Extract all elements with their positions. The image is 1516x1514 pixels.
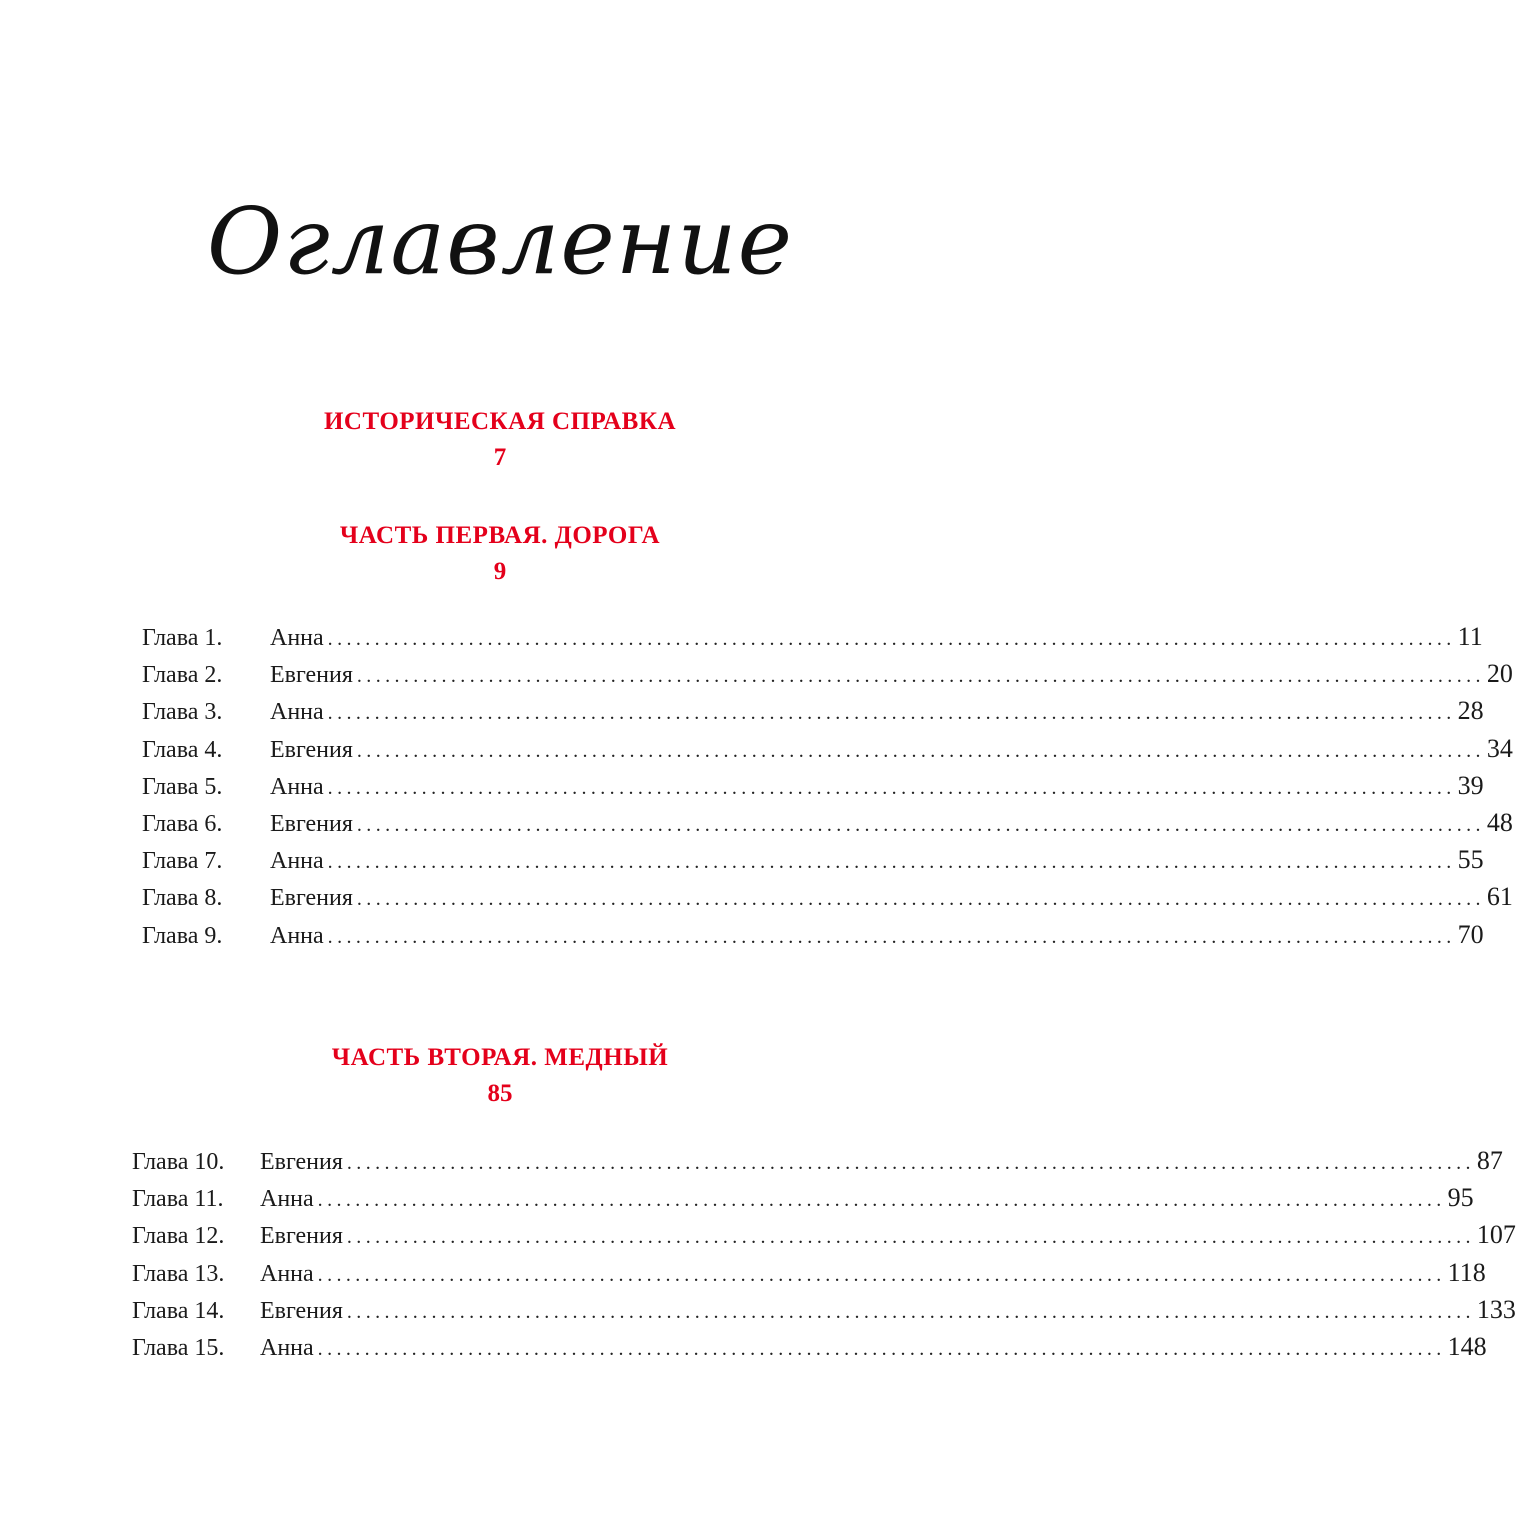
toc-entry[interactable] (132, 1257, 1486, 1295)
dot-leader: ........................................................................................................................ (317, 1337, 1446, 1360)
page-number: 48 (1486, 807, 1513, 837)
chapter-label: Глава 3. (142, 699, 223, 726)
page-number: 61 (1486, 882, 1513, 912)
chapter-title: Анна (260, 1260, 314, 1287)
chapter-label: Глава 9. (142, 922, 223, 949)
section-part-one[interactable] (0, 518, 1000, 590)
dot-leader: ........................................................................................................................ (346, 1226, 1475, 1249)
chapter-label: Глава 6. (142, 810, 223, 837)
page-number: 20 (1486, 659, 1513, 689)
page-number: 87 (1476, 1146, 1503, 1175)
toc-entry[interactable] (142, 882, 1513, 919)
page-number: 39 (1457, 770, 1484, 800)
toc-entry[interactable] (132, 1183, 1474, 1220)
toc-entry[interactable] (142, 845, 1484, 882)
section-page-number: 85 (487, 1080, 513, 1107)
dot-leader: ........................................................................................................................ (327, 776, 1456, 799)
chapter-title: Анна (270, 699, 324, 726)
toc-entry[interactable] (142, 659, 1513, 696)
chapter-label: Глава 5. (142, 773, 223, 800)
chapter-title: Евгения (260, 1223, 343, 1250)
dot-leader: ........................................................................................................................ (327, 851, 1456, 874)
chapter-title: Евгения (260, 1297, 343, 1324)
page-number: 34 (1486, 733, 1513, 763)
page-title: Оглавление (206, 188, 794, 295)
toc-part-one (142, 622, 1513, 957)
section-heading: ЧАСТЬ ПЕРВАЯ. ДОРОГА (339, 522, 661, 549)
chapter-label: Глава 15. (132, 1334, 225, 1361)
dot-leader: ........................................................................................................................ (327, 702, 1456, 725)
chapter-title: Анна (270, 625, 324, 651)
toc-entry[interactable] (142, 770, 1484, 808)
dot-leader: ........................................................................................................................ (356, 739, 1485, 762)
page-number: 28 (1457, 696, 1484, 726)
chapter-label: Глава 8. (142, 885, 223, 912)
chapter-title: Анна (270, 773, 324, 800)
toc-entry[interactable] (132, 1146, 1503, 1183)
dot-leader: ........................................................................................................................ (346, 1300, 1475, 1323)
chapter-title: Анна (270, 922, 324, 949)
chapter-title: Евгения (260, 1149, 343, 1175)
page-number: 133 (1476, 1294, 1516, 1324)
chapter-label: Глава 1. (142, 625, 223, 651)
section-heading: ЧАСТЬ ВТОРАЯ. МЕДНЫЙ (331, 1044, 669, 1071)
chapter-label: Глава 7. (142, 848, 223, 875)
chapter-title: Евгения (270, 662, 353, 689)
section-part-two[interactable] (0, 1040, 1000, 1112)
dot-leader: ........................................................................................................................ (356, 665, 1485, 688)
toc-entry[interactable] (142, 622, 1483, 659)
chapter-title: Анна (260, 1186, 314, 1213)
page-number: 118 (1447, 1257, 1486, 1287)
toc-entry[interactable] (142, 807, 1513, 845)
chapter-label: Глава 4. (142, 736, 223, 763)
toc-part-two (132, 1146, 1516, 1369)
chapter-title: Евгения (270, 810, 353, 837)
dot-leader: ........................................................................................................................ (317, 1263, 1446, 1286)
chapter-title: Анна (260, 1334, 314, 1361)
page-number: 107 (1476, 1220, 1516, 1250)
toc-entry[interactable] (142, 733, 1513, 771)
section-historical-note[interactable] (0, 404, 1000, 476)
toc-entry[interactable] (132, 1331, 1487, 1369)
section-page-number: 9 (493, 558, 507, 585)
toc-entry[interactable] (132, 1220, 1516, 1257)
page-number: 55 (1457, 845, 1484, 875)
toc-entry[interactable] (132, 1294, 1516, 1332)
chapter-label: Глава 11. (132, 1186, 224, 1213)
toc-entry[interactable] (142, 696, 1484, 733)
chapter-label: Глава 2. (142, 662, 223, 689)
chapter-label: Глава 13. (132, 1260, 225, 1287)
chapter-title: Евгения (270, 885, 353, 912)
page-number: 70 (1457, 919, 1484, 949)
section-heading: ИСТОРИЧЕСКАЯ СПРАВКА (323, 408, 677, 435)
section-page-number: 7 (493, 444, 507, 471)
page-number: 148 (1447, 1331, 1487, 1361)
dot-leader: ........................................................................................................................ (327, 925, 1456, 948)
dot-leader: ........................................................................................................................ (356, 813, 1485, 836)
toc-entry[interactable] (142, 919, 1484, 957)
page-number: 11 (1457, 622, 1483, 651)
chapter-label: Глава 10. (132, 1149, 225, 1175)
dot-leader: ........................................................................................................................ (317, 1189, 1446, 1212)
dot-leader: ........................................................................................................................ (356, 888, 1485, 911)
chapter-label: Глава 12. (132, 1223, 225, 1250)
chapter-label: Глава 14. (132, 1297, 225, 1324)
dot-leader: ........................................................................................................................ (346, 1152, 1475, 1174)
dot-leader: ........................................................................................................................ (327, 628, 1456, 650)
chapter-title: Евгения (270, 736, 353, 763)
chapter-title: Анна (270, 848, 324, 875)
page-number: 95 (1447, 1183, 1474, 1213)
